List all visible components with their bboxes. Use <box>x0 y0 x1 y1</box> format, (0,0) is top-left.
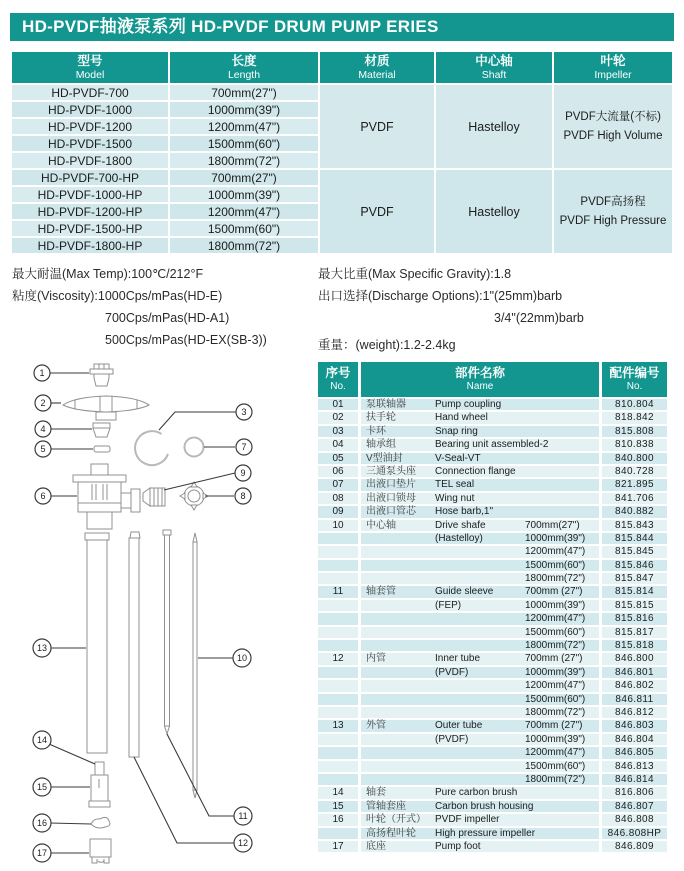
specs-left <box>12 263 267 351</box>
part-name-cn: 轴套管 <box>366 586 396 598</box>
part-name <box>361 774 599 785</box>
part-size: 1000mm(39") <box>525 599 586 611</box>
spec-line: 500Cps/mPas(HD-EX(SB-3)) <box>105 333 267 347</box>
part-no: 04 <box>318 439 358 450</box>
part-name-cn: 叶轮（开式） <box>366 814 426 826</box>
part-no <box>318 694 358 705</box>
col-header-impeller: 叶轮 Impeller <box>554 52 672 83</box>
hand-wheel-drawing <box>63 396 149 420</box>
part-size: 1200mm(47") <box>525 546 586 558</box>
part-code: 846.805 <box>602 747 667 758</box>
svg-text:6: 6 <box>40 491 46 501</box>
length-cell: 700mm(27") <box>170 85 318 100</box>
spec-line: 粘度(Viscosity):1000Cps/mPas(HD-E) <box>12 289 223 303</box>
part-name-en: Wing nut <box>435 492 475 504</box>
part-name-cn: 轴承组 <box>366 439 396 451</box>
part-size: 700mm (27") <box>525 653 583 665</box>
inner-tube-drawing <box>129 532 140 757</box>
callout-9 <box>235 465 251 481</box>
part-name <box>361 560 599 571</box>
svg-text:5: 5 <box>40 444 46 454</box>
part-code: 846.813 <box>602 761 667 772</box>
part-name-en: Hose barb,1" <box>435 506 494 518</box>
part-no: 14 <box>318 787 358 798</box>
svg-text:12: 12 <box>237 838 249 848</box>
part-name <box>361 680 599 691</box>
svg-text:8: 8 <box>240 491 246 501</box>
part-no: 13 <box>318 720 358 731</box>
svg-text:4: 4 <box>40 424 46 434</box>
part-size: 1800mm(72") <box>525 640 586 652</box>
part-no <box>318 680 358 691</box>
parts-col-code: 配件编号 No. <box>602 362 667 397</box>
model-cell: HD-PVDF-1800 <box>12 153 168 168</box>
part-name-cn: 出液口管芯 <box>366 506 416 518</box>
part-name-cn: 卡环 <box>366 425 386 437</box>
part-size: 1500mm(60") <box>525 760 586 772</box>
part-no <box>318 707 358 718</box>
part-no <box>318 627 358 638</box>
part-no: 06 <box>318 466 358 477</box>
part-code: 840.882 <box>602 506 667 517</box>
part-name <box>361 613 599 624</box>
svg-text:2: 2 <box>40 398 46 408</box>
part-name-en: Connection flange <box>435 465 516 477</box>
part-no <box>318 613 358 624</box>
part-name <box>361 627 599 638</box>
callout-12 <box>234 834 252 852</box>
part-size: 1800mm(72") <box>525 573 586 585</box>
part-name-en: (PVDF) <box>435 666 469 678</box>
svg-text:14: 14 <box>36 735 48 745</box>
model-cell: HD-PVDF-1800-HP <box>12 238 168 253</box>
part-name-cn: 底座 <box>366 840 386 852</box>
spec-line: 700Cps/mPas(HD-A1) <box>105 311 230 325</box>
part-name-en: Inner tube <box>435 653 481 665</box>
callout-11 <box>234 807 252 825</box>
part-no: 02 <box>318 412 358 423</box>
part-code: 815.818 <box>602 640 667 651</box>
part-code: 840.728 <box>602 466 667 477</box>
part-no <box>318 667 358 678</box>
part-no <box>318 640 358 651</box>
part-code: 816.806 <box>602 787 667 798</box>
part-name <box>361 747 599 758</box>
part-name <box>361 828 599 839</box>
svg-text:3: 3 <box>241 407 247 417</box>
part-size: 700mm (27") <box>525 586 583 598</box>
callout-8 <box>235 488 251 504</box>
part-name <box>361 573 599 584</box>
callout-15 <box>33 778 51 796</box>
part-name <box>361 600 599 611</box>
impeller-cn: PVDF大流量(不标) <box>565 110 661 123</box>
callout-17 <box>33 844 51 862</box>
outer-tube-drawing <box>85 533 109 753</box>
part-name-cn: 中心轴 <box>366 519 396 531</box>
col-header-model: 型号 Model <box>12 52 168 83</box>
length-cell: 700mm(27") <box>170 170 318 185</box>
part-size: 1200mm(47") <box>525 747 586 759</box>
part-name-cn: 外管 <box>366 720 386 732</box>
pump-coupling-drawing <box>90 364 113 386</box>
svg-text:11: 11 <box>238 811 248 821</box>
svg-text:10: 10 <box>236 653 248 663</box>
part-name <box>361 466 599 477</box>
callout-14 <box>33 731 51 749</box>
length-cell: 1800mm(72") <box>170 153 318 168</box>
table-row <box>12 85 672 100</box>
model-table <box>10 50 674 255</box>
part-no <box>318 734 358 745</box>
svg-text:9: 9 <box>240 468 246 478</box>
part-code: 846.808HP <box>602 828 667 839</box>
part-name <box>361 814 599 825</box>
part-code: 846.807 <box>602 801 667 812</box>
part-code: 846.812 <box>602 707 667 718</box>
part-name <box>361 493 599 504</box>
o-ring-drawing <box>185 438 204 457</box>
part-size: 1000mm(39") <box>525 532 586 544</box>
svg-text:17: 17 <box>36 848 48 858</box>
parts-table-header <box>318 362 667 397</box>
v-seal-drawing <box>94 446 110 452</box>
part-size: 1500mm(60") <box>525 626 586 638</box>
part-no <box>318 573 358 584</box>
model-table-header-row <box>12 52 672 83</box>
part-code: 815.845 <box>602 546 667 557</box>
part-name <box>361 520 599 531</box>
part-no <box>318 533 358 544</box>
length-cell: 1000mm(39") <box>170 187 318 202</box>
callout-3 <box>236 404 252 420</box>
impeller-en: PVDF High Volume <box>563 129 663 142</box>
spec-line: 重量：(weight):1.2-2.4kg <box>318 338 456 352</box>
part-code: 815.846 <box>602 560 667 571</box>
part-name <box>361 841 599 852</box>
part-no: 15 <box>318 801 358 812</box>
part-name <box>361 667 599 678</box>
part-code: 846.803 <box>602 720 667 731</box>
hose-barb-drawing <box>143 488 165 506</box>
callout-1 <box>34 365 50 381</box>
part-name-en: Guide sleeve <box>435 586 494 598</box>
impeller-cn: PVDF高扬程 <box>580 195 646 208</box>
part-name-cn: 管轴套座 <box>366 800 406 812</box>
part-size: 1200mm(47") <box>525 680 586 692</box>
part-no: 16 <box>318 814 358 825</box>
part-no: 11 <box>318 586 358 597</box>
pump-foot-drawing <box>90 839 111 863</box>
part-no: 01 <box>318 399 358 410</box>
parts-table-body <box>318 399 667 852</box>
svg-text:13: 13 <box>36 643 48 653</box>
spec-line: 最大比重(Max Specific Gravity):1.8 <box>318 267 512 281</box>
model-cell: HD-PVDF-1200-HP <box>12 204 168 219</box>
part-name-en: Carbon brush housing <box>435 800 534 812</box>
parts-table <box>318 362 667 852</box>
col-header-shaft: 中心轴 Shaft <box>436 52 552 83</box>
brush-housing-drawing <box>89 775 110 807</box>
callout-16 <box>33 814 51 832</box>
part-name-en: Pump foot <box>435 840 481 852</box>
part-name <box>361 399 599 410</box>
part-name-cn: 出液口垫片 <box>366 479 416 491</box>
parts-diagram <box>15 360 315 871</box>
svg-text:16: 16 <box>36 818 48 828</box>
part-code: 846.804 <box>602 734 667 745</box>
part-no <box>318 560 358 571</box>
part-no <box>318 600 358 611</box>
callout-7 <box>236 439 252 455</box>
spec-line: 最大耐温(Max Temp):100℃/212°F <box>12 267 204 281</box>
impeller-cell <box>554 170 672 253</box>
part-code: 815.815 <box>602 600 667 611</box>
part-code: 815.844 <box>602 533 667 544</box>
part-name <box>361 694 599 705</box>
drive-shaft-drawing <box>193 533 197 798</box>
part-no: 05 <box>318 453 358 464</box>
model-cell: HD-PVDF-1000-HP <box>12 187 168 202</box>
bearing-unit-drawing <box>93 423 110 437</box>
part-name <box>361 479 599 490</box>
part-code: 846.808 <box>602 814 667 825</box>
part-code: 840.800 <box>602 453 667 464</box>
part-code: 841.706 <box>602 493 667 504</box>
part-name <box>361 734 599 745</box>
parts-col-no: 序号 No. <box>318 362 358 397</box>
part-name-en: (PVDF) <box>435 733 469 745</box>
part-name-cn: 高扬程叶轮 <box>366 827 416 839</box>
part-name <box>361 506 599 517</box>
part-name-en: (FEP) <box>435 599 462 611</box>
part-name-cn: 三通泵头座 <box>366 465 416 477</box>
part-code: 815.814 <box>602 586 667 597</box>
part-code: 846.802 <box>602 680 667 691</box>
model-cell: HD-PVDF-700 <box>12 85 168 100</box>
col-header-length: 长度 Length <box>170 52 318 83</box>
part-no: 07 <box>318 479 358 490</box>
length-cell: 1200mm(47") <box>170 204 318 219</box>
length-cell: 1000mm(39") <box>170 102 318 117</box>
part-name <box>361 586 599 597</box>
part-code: 818.842 <box>602 412 667 423</box>
part-name-cn: 出液口锁母 <box>366 492 416 504</box>
part-no <box>318 546 358 557</box>
part-name-cn: 内管 <box>366 653 386 665</box>
model-cell: HD-PVDF-700-HP <box>12 170 168 185</box>
part-code: 821.895 <box>602 479 667 490</box>
part-no: 08 <box>318 493 358 504</box>
part-code: 846.814 <box>602 774 667 785</box>
part-name-en: Hand wheel <box>435 412 488 424</box>
part-no: 03 <box>318 426 358 437</box>
part-name-en: (Hastelloy) <box>435 532 483 544</box>
part-size: 1500mm(60") <box>525 693 586 705</box>
part-code: 815.816 <box>602 613 667 624</box>
part-name-en: Outer tube <box>435 720 483 732</box>
part-no <box>318 747 358 758</box>
part-name-en: TEL seal <box>435 479 475 491</box>
part-name-en: High pressure impeller <box>435 827 536 839</box>
spec-line: 出口选择(Discharge Options):1"(25mm)barb <box>318 289 563 303</box>
leader-lines <box>49 373 236 853</box>
shaft-cell: Hastelloy <box>436 170 552 253</box>
model-cell: HD-PVDF-1500 <box>12 136 168 151</box>
part-name-en: Drive shafe <box>435 519 486 531</box>
model-cell: HD-PVDF-1200 <box>12 119 168 134</box>
part-size: 1000mm(39") <box>525 666 586 678</box>
part-name-en: PVDF impeller <box>435 814 500 826</box>
svg-text:7: 7 <box>241 442 247 452</box>
material-cell: PVDF <box>320 85 434 168</box>
part-size: 700mm(27") <box>525 519 580 531</box>
part-name <box>361 801 599 812</box>
part-name-en: Bearing unit assembled-2 <box>435 439 549 451</box>
part-name <box>361 426 599 437</box>
part-size: 1800mm(72") <box>525 706 586 718</box>
part-code: 815.843 <box>602 520 667 531</box>
svg-text:1: 1 <box>39 368 45 378</box>
part-name-en: Snap ring <box>435 425 478 437</box>
pump-head-drawing <box>73 464 140 529</box>
col-header-material: 材质 Material <box>320 52 434 83</box>
part-size: 1200mm(47") <box>525 613 586 625</box>
part-no: 17 <box>318 841 358 852</box>
part-size: 1500mm(60") <box>525 559 586 571</box>
model-cell: HD-PVDF-1500-HP <box>12 221 168 236</box>
callout-6 <box>35 488 51 504</box>
part-size: 700mm (27") <box>525 720 583 732</box>
part-name-cn: 泵联轴器 <box>366 399 406 410</box>
carbon-brush-drawing <box>95 762 104 775</box>
part-name <box>361 533 599 544</box>
length-cell: 1200mm(47") <box>170 119 318 134</box>
callout-13 <box>33 639 51 657</box>
part-name <box>361 546 599 557</box>
part-name <box>361 761 599 772</box>
length-cell: 1500mm(60") <box>170 221 318 236</box>
part-no <box>318 761 358 772</box>
part-name <box>361 787 599 798</box>
spec-line: 3/4"(22mm)barb <box>494 311 584 325</box>
part-code: 846.809 <box>602 841 667 852</box>
part-name-en: V-Seal-VT <box>435 452 481 464</box>
snap-ring-drawing <box>135 431 168 465</box>
part-name <box>361 720 599 731</box>
part-no <box>318 774 358 785</box>
part-size: 1800mm(72") <box>525 773 586 785</box>
part-size: 1000mm(39") <box>525 733 586 745</box>
callout-5 <box>35 441 51 457</box>
part-name-cn: 轴套 <box>366 787 386 799</box>
length-cell: 1800mm(72") <box>170 238 318 253</box>
impeller-cell <box>554 85 672 168</box>
callout-2 <box>35 395 51 411</box>
shaft-cell: Hastelloy <box>436 85 552 168</box>
svg-text:15: 15 <box>36 782 48 792</box>
part-no: 10 <box>318 520 358 531</box>
material-cell: PVDF <box>320 170 434 253</box>
part-code: 846.800 <box>602 653 667 664</box>
part-name-en: Pump coupling <box>435 399 502 410</box>
specs-right <box>318 263 584 356</box>
part-code: 846.801 <box>602 667 667 678</box>
part-name <box>361 640 599 651</box>
part-name <box>361 707 599 718</box>
impeller-drawing <box>91 817 110 828</box>
part-no: 12 <box>318 653 358 664</box>
guide-sleeve-drawing <box>163 530 171 734</box>
part-no <box>318 828 358 839</box>
parts-col-name: 部件名称 Name <box>361 362 599 397</box>
wing-nut-drawing <box>180 482 208 510</box>
part-code: 846.811 <box>602 694 667 705</box>
part-code: 815.808 <box>602 426 667 437</box>
part-code: 810.804 <box>602 399 667 410</box>
part-code: 810.838 <box>602 439 667 450</box>
model-table-body <box>12 85 672 253</box>
part-code: 815.847 <box>602 573 667 584</box>
part-name-cn: 扶手轮 <box>366 412 396 424</box>
impeller-en: PVDF High Pressure <box>559 214 667 227</box>
part-name <box>361 439 599 450</box>
part-name <box>361 412 599 423</box>
part-name <box>361 453 599 464</box>
length-cell: 1500mm(60") <box>170 136 318 151</box>
part-name-en: Pure carbon brush <box>435 787 518 799</box>
part-name-cn: V型油封 <box>366 452 403 464</box>
part-code: 815.817 <box>602 627 667 638</box>
part-name <box>361 653 599 664</box>
part-no: 09 <box>318 506 358 517</box>
page-title: HD-PVDF抽液泵系列 HD-PVDF DRUM PUMP ERIES <box>10 13 674 41</box>
callout-4 <box>35 421 51 437</box>
table-row <box>12 170 672 185</box>
model-cell: HD-PVDF-1000 <box>12 102 168 117</box>
callout-10 <box>233 649 251 667</box>
